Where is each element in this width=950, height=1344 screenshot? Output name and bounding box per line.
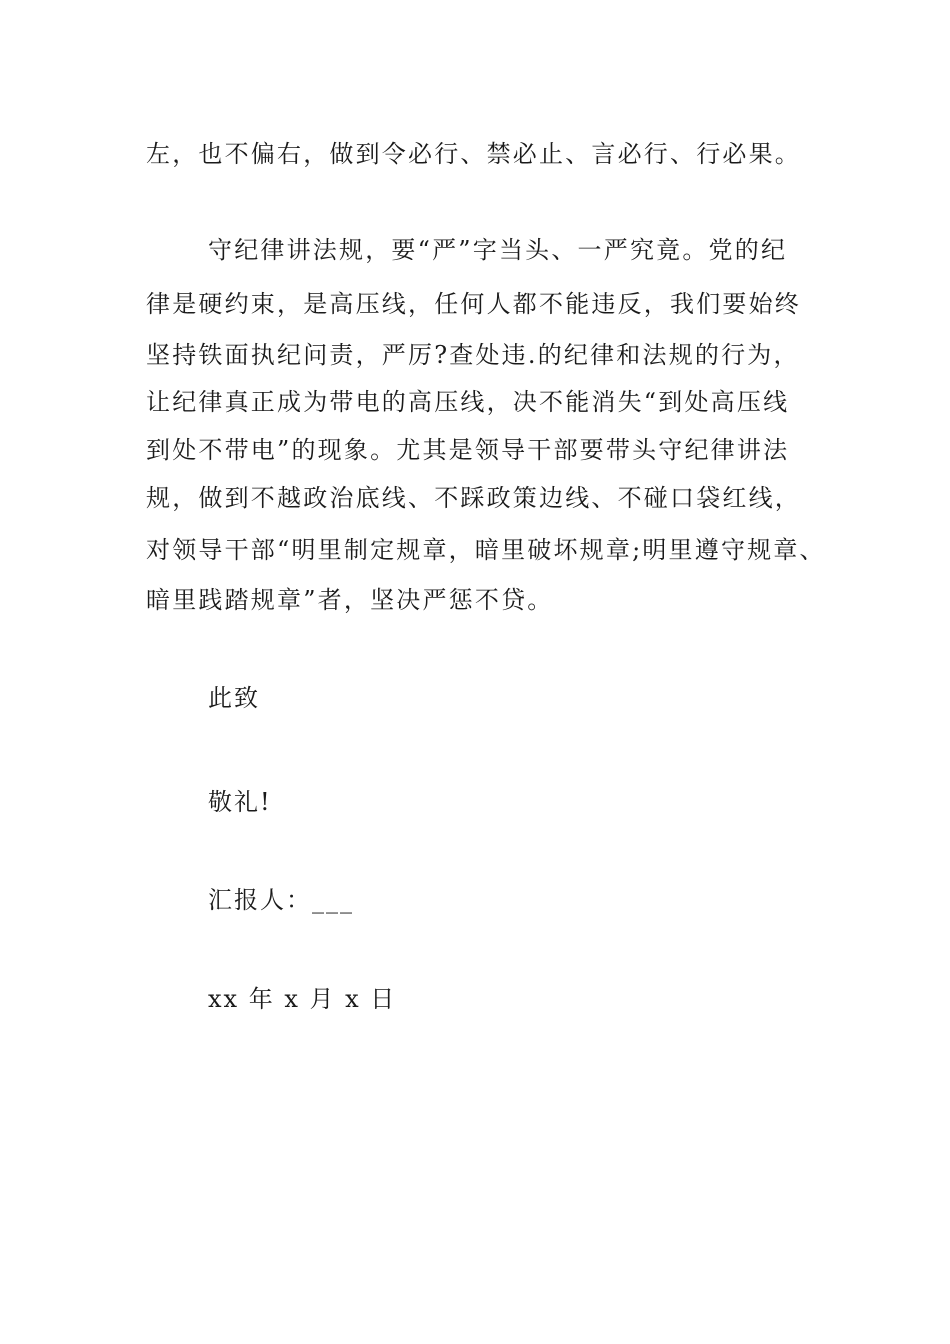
closing-respect: 敬礼!: [208, 788, 272, 816]
paragraph-line: 让纪律真正成为带电的高压线，决不能消失“到处高压线: [146, 388, 790, 416]
paragraph-line: 到处不带电”的现象。尤其是领导干部要带头守纪律讲法: [146, 436, 790, 464]
paragraph-continuation-line: 左，也不偏右，做到令必行、禁必止、言必行、行必果。: [146, 140, 801, 168]
paragraph-line: 律是硬约束，是高压线，任何人都不能违反，我们要始终: [146, 290, 801, 318]
paragraph-line: 对领导干部“明里制定规章，暗里破坏规章;明里遵守规章、: [146, 536, 826, 564]
report-date: xx 年 x 月 x 日: [208, 985, 397, 1013]
paragraph-line: 暗里践踏规章”者，坚决严惩不贷。: [146, 586, 554, 614]
paragraph-line: 规，做到不越政治底线、不踩政策边线、不碰口袋红线，: [146, 484, 801, 512]
paragraph-line: 坚持铁面执纪问责，严厉?查处违.的纪律和法规的行为，: [146, 341, 800, 369]
paragraph-line: 守纪律讲法规，要“严”字当头、一严究竟。党的纪: [208, 236, 788, 264]
reporter-signature-line: 汇报人：___: [208, 886, 354, 914]
closing-salutation: 此致: [208, 684, 260, 712]
